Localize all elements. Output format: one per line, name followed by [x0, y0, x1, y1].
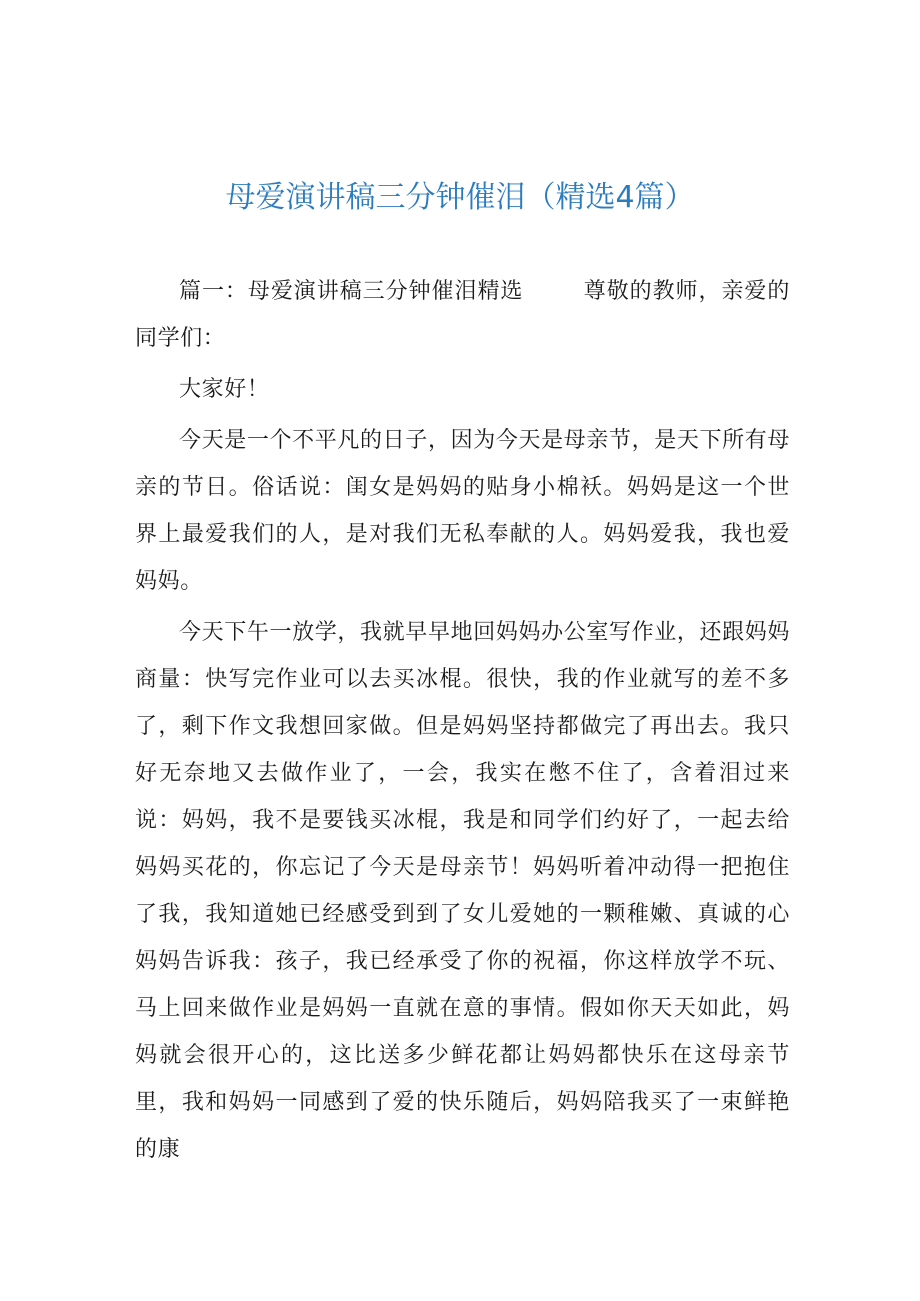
document-title: 母爱演讲稿三分钟催泪（精选4篇） — [225, 180, 695, 215]
greeting: 大家好！ — [179, 377, 270, 402]
section-heading: 篇一：母爱演讲稿三分钟催泪精选 — [179, 279, 524, 304]
salutation: 尊敬的教师，亲爱的同学们： — [135, 279, 790, 351]
document-body — [135, 268, 790, 1177]
intro-paragraph — [135, 268, 790, 362]
paragraph-1: 今天是一个不平凡的日子，因为今天是母亲节，是天下所有母亲的节日。俗话说：闺女是妈妈的贴身小棉袄。妈妈是这一个世界上最爱我们的人，是对我们无私奉献的人。妈妈爱我，我也爱妈妈。 — [135, 428, 790, 594]
paragraph-2: 今天下午一放学，我就早早地回妈妈办公室写作业，还跟妈妈商量：快写完作业可以去买冰棍。很快，我的作业就写的差不多了，剩下作文我想回家做。但是妈妈坚持都做完了再出去。我只好无奈地又去做作业了，一会，我实在憋不住了，含着泪过来说：妈妈，我不是要钱买冰棍，我是和同学们约好了，一起去给妈妈买花的，你忘记了今天是母亲节！妈妈听着冲动得一把抱住了我，我知道她已经感受到到了女儿爱她的一颗稚嫩、真诚的心妈妈告诉我：孩子，我已经承受了你的祝福，你这样放学不玩、马上回来做作业是妈妈一直就在意的事情。假如你天天如此，妈妈就会很开心的，这比送多少鲜花都让妈妈都快乐在这母亲节里，我和妈妈一同感到了爱的快乐随后，妈妈陪我买了一束鲜艳的康 — [135, 620, 790, 1162]
